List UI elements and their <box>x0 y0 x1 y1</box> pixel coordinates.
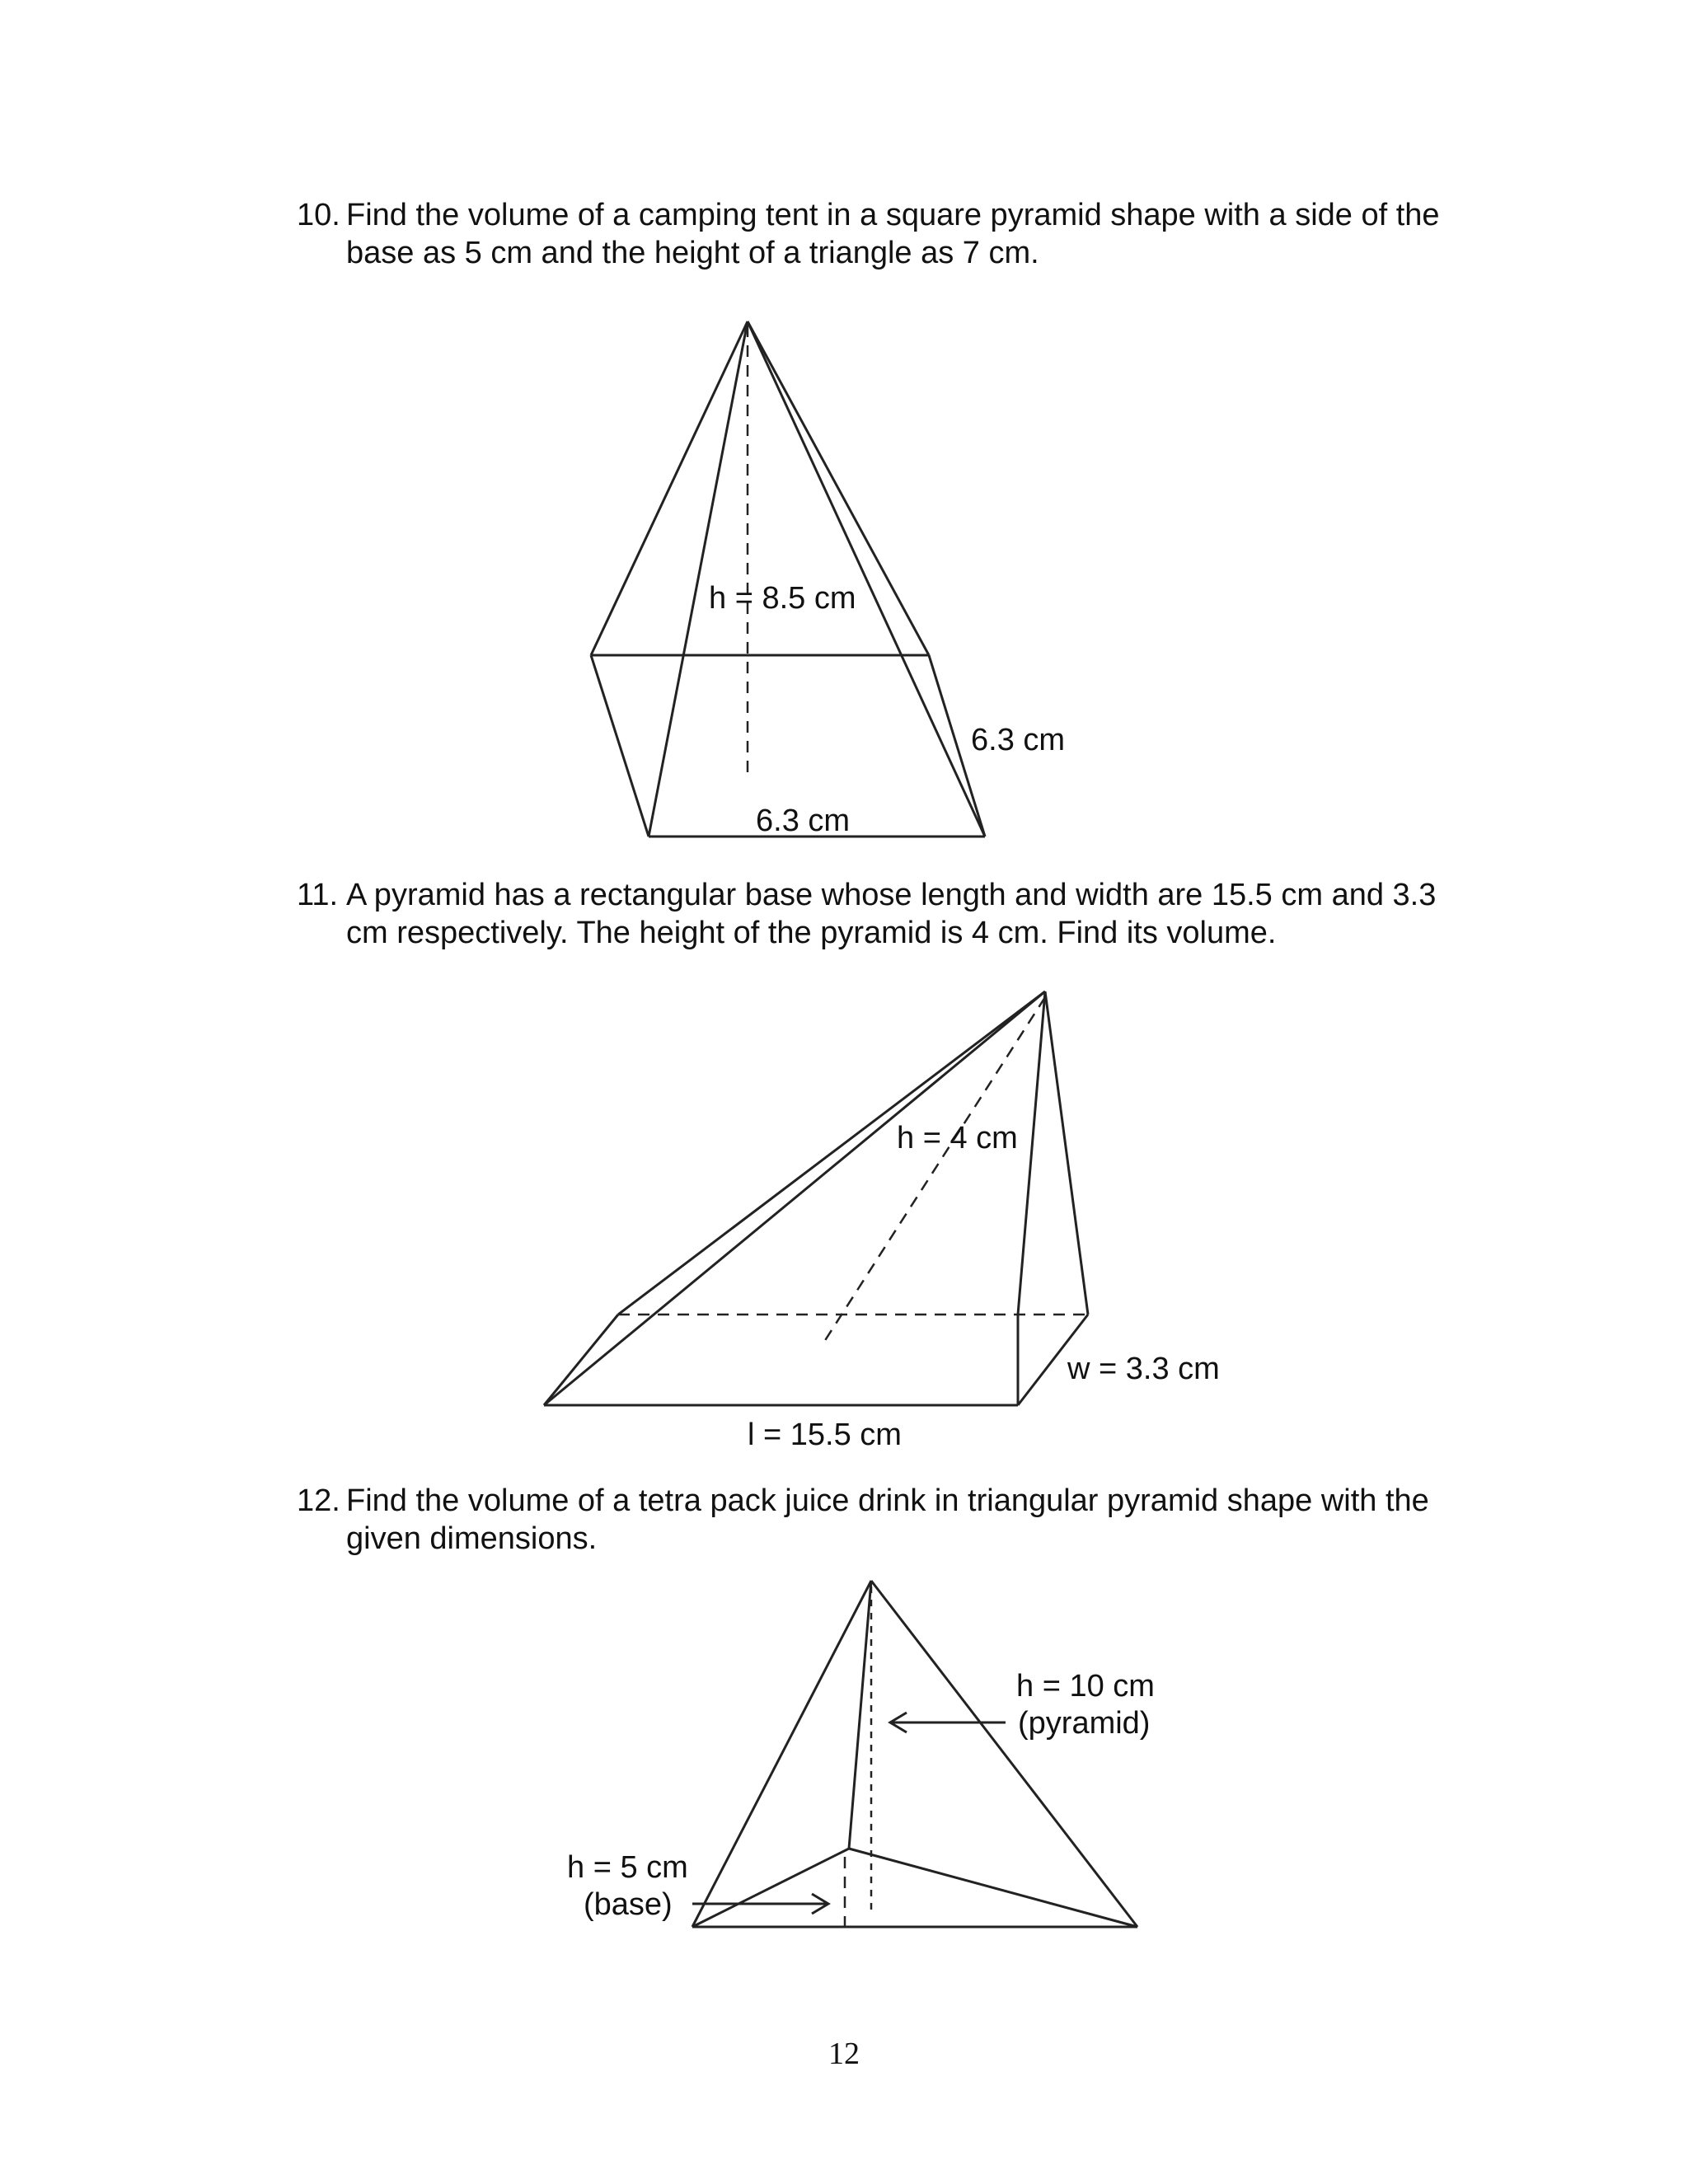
base-edge <box>692 1849 849 1927</box>
height-line <box>824 997 1045 1342</box>
problem-text: Find the volume of a tetra pack juice drink in triangular pyramid shape with the given dimensions. <box>346 1483 1429 1556</box>
base-edge <box>849 1849 1137 1927</box>
pyramid-edge <box>1045 991 1088 1315</box>
rectangular-pyramid-figure <box>544 991 1220 1452</box>
problem-number: 10. <box>297 198 340 232</box>
problem-number: 11. <box>297 878 339 912</box>
length-label: l = 15.5 cm <box>748 1418 902 1452</box>
base-edge <box>544 1315 618 1405</box>
problem-number: 12. <box>297 1483 340 1518</box>
base-edge <box>591 655 649 837</box>
square-pyramid-figure <box>591 321 1065 838</box>
pyramid-edge <box>649 321 748 837</box>
base-label: 6.3 cm <box>756 804 851 838</box>
pyramid-height-note: (pyramid) <box>1018 1706 1151 1741</box>
problem-text: A pyramid has a rectangular base whose length and width are 15.5 cm and 3.3 cm respectively. The height of the pyramid is 4 cm. Find its volume. <box>346 878 1437 950</box>
width-label: w = 3.3 cm <box>1067 1352 1220 1386</box>
side-label: 6.3 cm <box>971 723 1066 757</box>
height-label: h = 8.5 cm <box>709 581 856 616</box>
pyramid-edge <box>748 321 985 837</box>
problem-text: Find the volume of a camping tent in a square pyramid shape with a side of the base as 5 cm and the height of a triangle as 7 cm. <box>346 198 1440 270</box>
pyramid-height-label: h = 10 cm <box>1016 1669 1155 1704</box>
triangular-pyramid-figure <box>567 1581 1155 1927</box>
pyramid-edge <box>849 1581 871 1849</box>
base-height-label: h = 5 cm <box>567 1850 688 1885</box>
pyramid-edge <box>544 991 1045 1405</box>
page-number: 12 <box>828 2036 860 2071</box>
pyramid-edge <box>692 1581 871 1927</box>
base-height-note: (base) <box>584 1887 673 1922</box>
height-label: h = 4 cm <box>897 1121 1018 1155</box>
pyramid-edge <box>1018 991 1045 1315</box>
pyramid-edge <box>871 1581 1137 1927</box>
